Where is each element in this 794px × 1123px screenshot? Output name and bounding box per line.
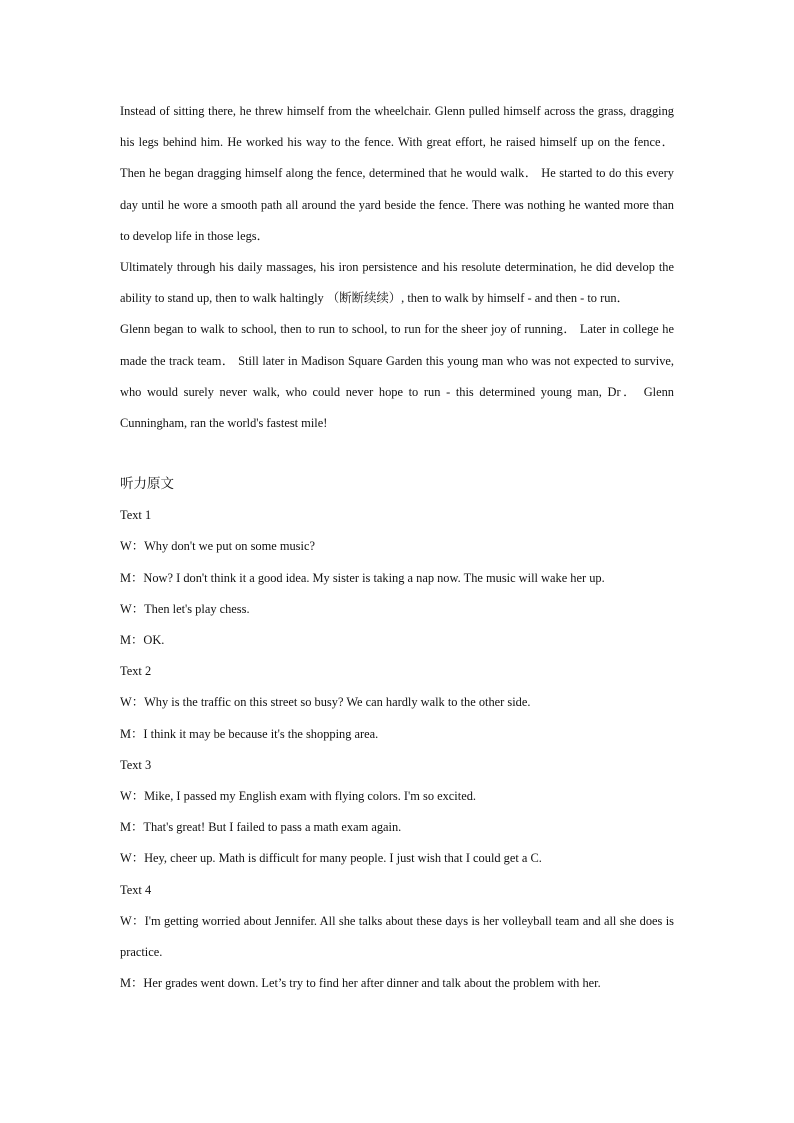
text-label: Text 1 [120, 508, 152, 523]
section-gap [120, 439, 674, 469]
dialogue-line: M：I think it may be because it's the shopping area. [120, 726, 379, 741]
transcript-heading: 听力原文 [120, 476, 174, 493]
text-label: Text 2 [120, 664, 152, 679]
text-label: Text 4 [120, 882, 152, 897]
dialogue-line: W：I'm getting worried about Jennifer. All she talks about these days is her volleyball team and all she does is practice. [120, 913, 674, 960]
dialogue-line: W：Why don't we put on some music? [120, 539, 315, 554]
dialogue-line: W：Hey, cheer up. Math is difficult for many people. I just wish that I could get a C. [120, 851, 542, 866]
dialogue-line: W：Mike, I passed my English exam with flying colors. I'm so excited. [120, 789, 476, 804]
document-page [120, 96, 674, 999]
text-label: Text 3 [120, 757, 152, 772]
passage-paragraph-1: Instead of sitting there, he threw himself from the wheelchair. Glenn pulled himself across the grass, dragging his legs behind him. He worked his way to the fence. With great effort, he raised himself up on the fence． Then he began dragging himself along the fence, determined that he would walk． He started to do this every day until he wore a smooth path all around the yard beside the fence. There was nothing he wanted more than to develop life in those legs． [120, 104, 674, 243]
passage-paragraph-2: Ultimately through his daily massages, his iron persistence and his resolute determination, he did develop the ability to stand up, then to walk haltingly （断断续续）, then to walk by himself - and then - to run． [120, 260, 674, 306]
dialogue-line: M：Now? I don't think it a good idea. My sister is taking a nap now. The music will wake her up. [120, 570, 605, 585]
dialogue-line: M：OK. [120, 633, 165, 648]
dialogue-line: W：Then let's play chess. [120, 601, 250, 616]
passage-paragraph-3: Glenn began to walk to school, then to run to school, to run for the sheer joy of running． Later in college he made the track team． Still later in Madison Square Garden this young man who was not expected to survive, who would surely never walk, who could never hope to run - this determined young man, Dr． Glenn Cunningham, ran the world's fastest mile! [120, 322, 674, 431]
dialogue-line: M：Her grades went down. Let’s try to find her after dinner and talk about the problem with her. [120, 976, 601, 991]
dialogue-line: W：Why is the traffic on this street so busy? We can hardly walk to the other side. [120, 695, 531, 710]
dialogue-line: M：That's great! But I failed to pass a math exam again. [120, 820, 402, 835]
